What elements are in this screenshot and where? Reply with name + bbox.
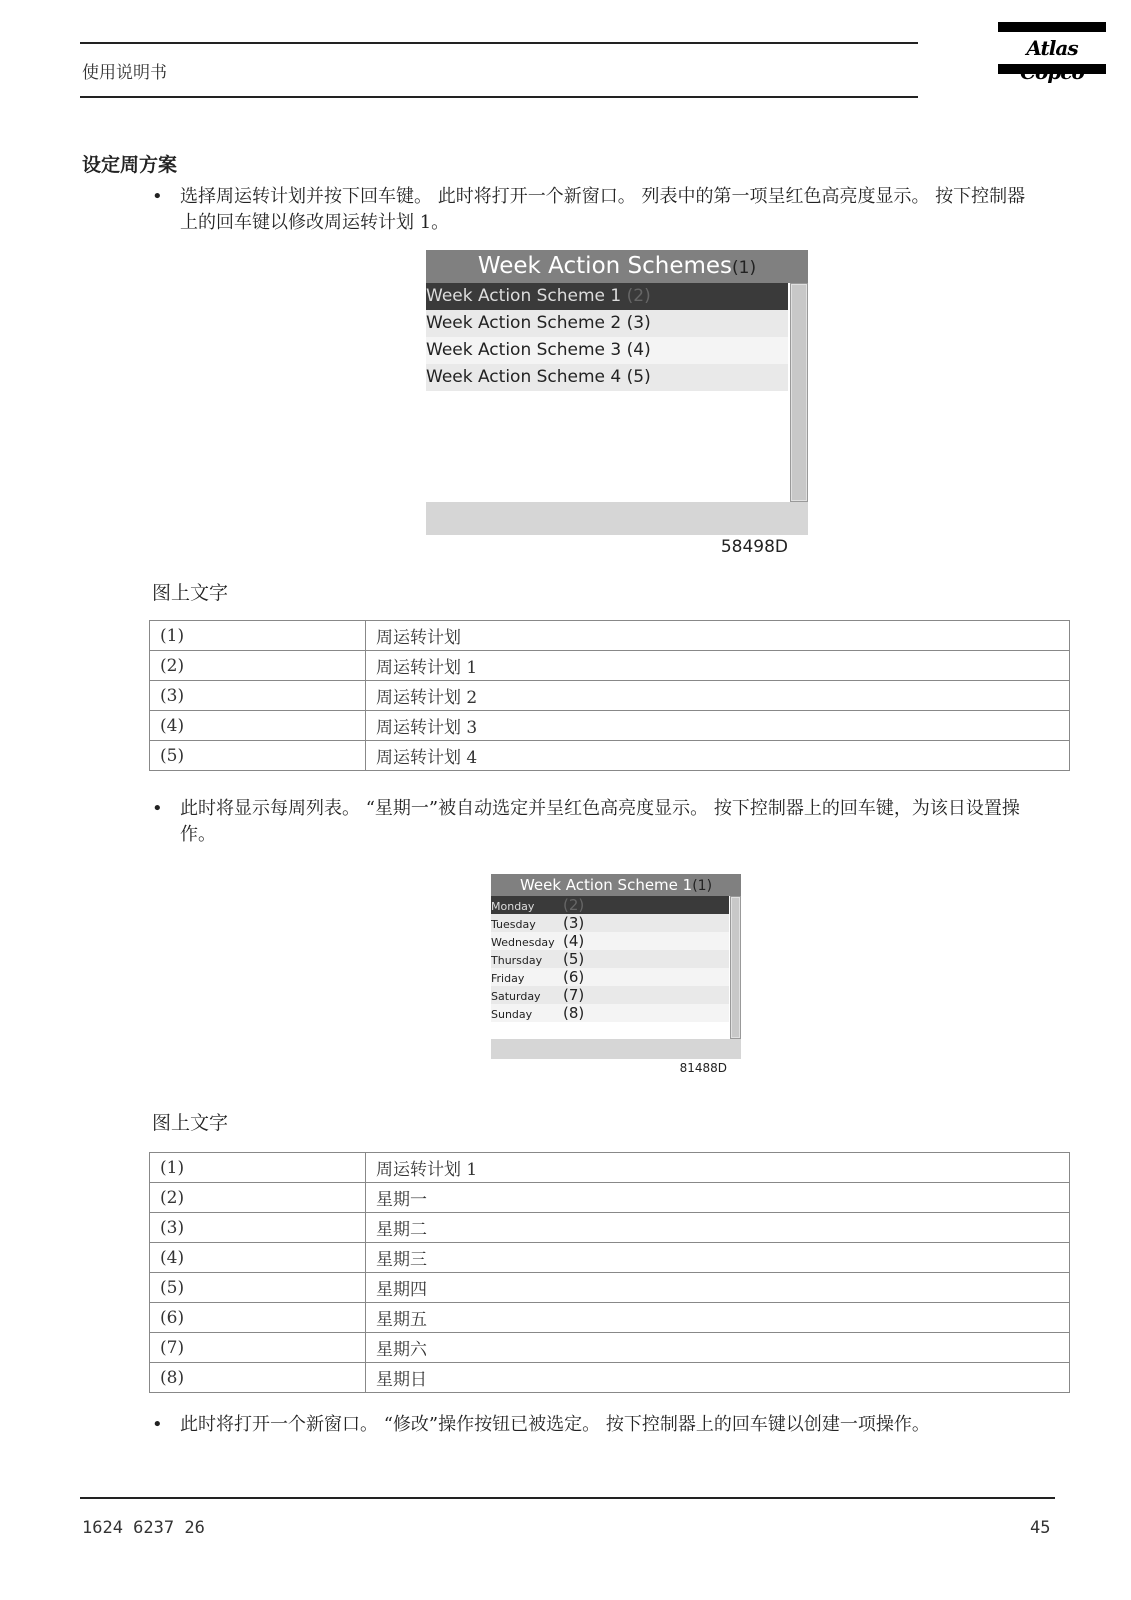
table-row: (5) 星期四 <box>150 1273 1070 1303</box>
header-title: 使用说明书 <box>82 63 167 83</box>
screen-title-bar: Week Action Schemes(1) <box>426 250 808 283</box>
page-number: 45 <box>1030 1518 1051 1538</box>
table-row: (4) 周运转计划 3 <box>150 711 1070 741</box>
bullet-text: 选择周运转计划并按下回车键。 此时将打开一个新窗口。 列表中的第一项呈红色高亮度显示。 按下控制器上的回车键以修改周运转计划 1。 <box>180 186 1026 233</box>
table-row: (2) 周运转计划 1 <box>150 651 1070 681</box>
table-row: (6) 星期五 <box>150 1303 1070 1333</box>
screen-footer-bar <box>426 502 808 535</box>
header-rule-bottom <box>80 96 918 98</box>
table-row: (4) 星期三 <box>150 1243 1070 1273</box>
list-item: Week Action Scheme 2 (3) <box>426 310 788 337</box>
screen-title-bar: Week Action Scheme 1(1) <box>491 874 741 896</box>
table-row: (3) 周运转计划 2 <box>150 681 1070 711</box>
header-rule-top <box>80 42 918 44</box>
list-item: Monday (2) <box>491 896 729 914</box>
bullet-dot-icon: • <box>152 798 163 819</box>
table-row: (3) 星期二 <box>150 1213 1070 1243</box>
scrollbar <box>730 896 741 1039</box>
list-item: Week Action Scheme 3 (4) <box>426 337 788 364</box>
footer-rule <box>80 1497 1055 1499</box>
screenshot-week-action-schemes <box>426 250 808 560</box>
list-item: Week Action Scheme 4 (5) <box>426 364 788 391</box>
bullet-dot-icon: • <box>152 1414 163 1435</box>
figure-code: 81488D <box>679 1061 727 1075</box>
screenshot-week-action-scheme-1 <box>491 874 741 1079</box>
figure-caption: 图上文字 <box>152 1112 229 1134</box>
legend-table-2 <box>149 1152 1070 1393</box>
list-item: Tuesday (3) <box>491 914 729 932</box>
bullet-text: 此时将打开一个新窗口。 “修改”操作按钮已被选定。 按下控制器上的回车键以创建一项操作。 <box>180 1414 930 1435</box>
figure-caption: 图上文字 <box>152 582 229 604</box>
list-item: Saturday (7) <box>491 986 729 1004</box>
table-row: (1) 周运转计划 1 <box>150 1153 1070 1183</box>
table-row: (7) 星期六 <box>150 1333 1070 1363</box>
list-item: Thursday (5) <box>491 950 729 968</box>
screen-footer-bar <box>491 1039 741 1059</box>
logo-text: Atlas <box>1026 36 1078 60</box>
list-item: Wednesday (4) <box>491 932 729 950</box>
bullet-text: 此时将显示每周列表。 “星期一”被自动选定并呈红色高亮度显示。 按下控制器上的回车键，为该日设置操作。 <box>180 798 1020 845</box>
list-item: Sunday (8) <box>491 1004 729 1022</box>
table-row: (8) 星期日 <box>150 1363 1070 1393</box>
legend-table-1 <box>149 620 1070 771</box>
table-row: (5) 周运转计划 4 <box>150 741 1070 771</box>
table-row: (2) 星期一 <box>150 1183 1070 1213</box>
doc-number: 1624 6237 26 <box>82 1518 205 1538</box>
figure-code: 58498D <box>720 537 788 557</box>
list-item: Week Action Scheme 1 (2) <box>426 283 788 310</box>
atlas-copco-logo <box>998 22 1106 76</box>
scrollbar <box>790 283 808 502</box>
bullet-dot-icon: • <box>152 186 163 207</box>
list-item: Friday (6) <box>491 968 729 986</box>
table-row: (1) 周运转计划 <box>150 621 1070 651</box>
section-title: 设定周方案 <box>82 154 178 176</box>
